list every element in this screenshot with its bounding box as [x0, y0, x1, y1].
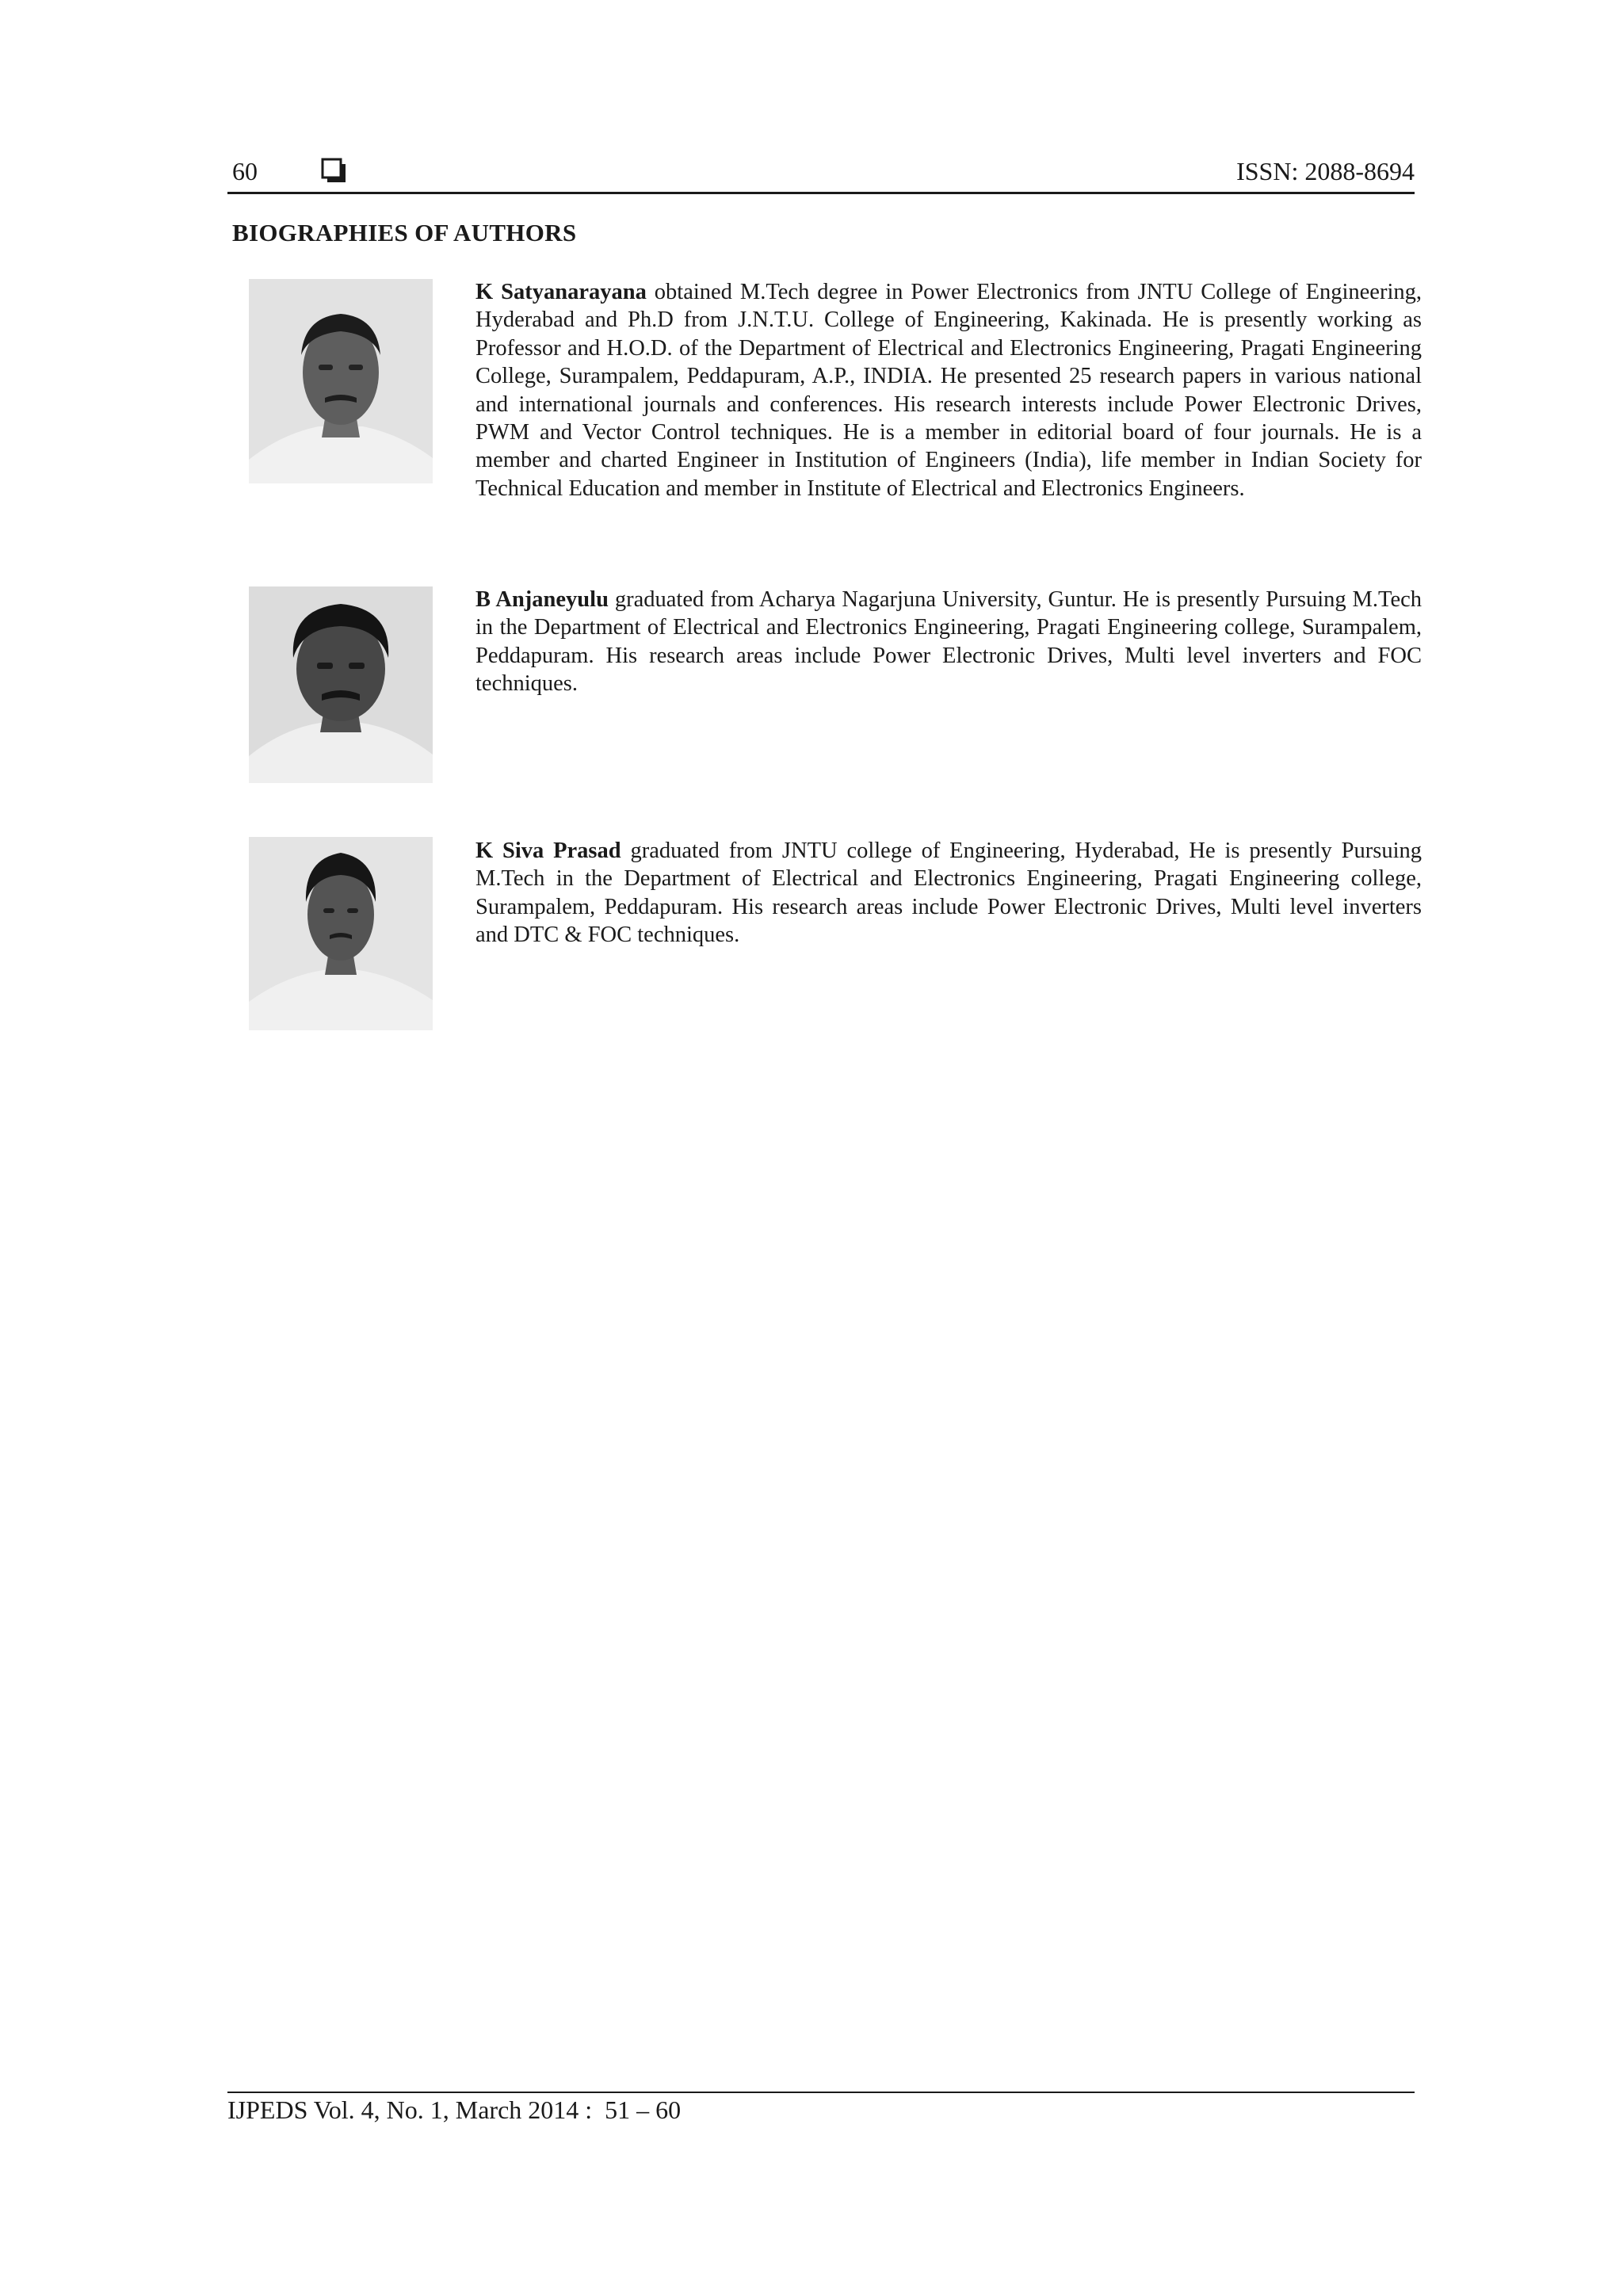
author-bio-text: obtained M.Tech degree in Power Electronics from JNTU College of Engineering, Hyderabad and Ph.D from J.N.T.U. College of Engineering, Kakinada. He is presently working as Professor and H.O.D. of the Department of Electrical and Electronics Engineering, Pragati Engineering College, Surampalem, Peddapuram, A.P., INDIA. He presented 25 research papers in various national and international journals and conferences. His research interests include Power Electronic Drives, PWM and Vector Control techniques. He is a member in editorial board of four journals. He is a member and charted Engineer in Institution of Engineers (India), life member in Indian Society for Technical Education and member in Institute of Electrical and Electronics Engineers. [475, 280, 1422, 501]
author-bio [475, 586, 1422, 698]
author-bio-text: graduated from Acharya Nagarjuna University, Guntur. He is presently Pursuing M.Tech in the Department of Electrical and Electronics Engineering, Pragati Engineering college, Surampalem, Peddapuram. His research areas include Power Electronic Drives, Multi level inverters and FOC techniques. [475, 587, 1422, 697]
author-bio-text: graduated from JNTU college of Engineering, Hyderabad, He is presently Pursuing M.Tech in the Department of Electrical and Electronics Engineering, Pragati Engineering college, Surampalem, Peddapuram. His research areas include Power Electronic Drives, Multi level inverters and DTC & FOC techniques. [475, 839, 1422, 948]
header-rule [227, 192, 1415, 194]
section-title: BIOGRAPHIES OF AUTHORS [232, 219, 577, 246]
page-number: 60 [232, 157, 258, 185]
footer-citation: IJPEDS Vol. 4, No. 1, March 2014 : 51 – 60 [227, 2095, 682, 2124]
author-photo [249, 837, 433, 1030]
author-name: K Siva Prasad [475, 839, 621, 863]
author-name: K Satyanarayana [475, 280, 647, 304]
issn-label: ISSN: 2088-8694 [1236, 157, 1415, 185]
author-bio [475, 278, 1422, 502]
author-photo [249, 586, 433, 783]
author-name: B Anjaneyulu [475, 587, 609, 612]
footer-rule [227, 2092, 1415, 2093]
author-photo [249, 279, 433, 483]
author-bio [475, 837, 1422, 949]
square-shadow-icon [320, 157, 347, 184]
